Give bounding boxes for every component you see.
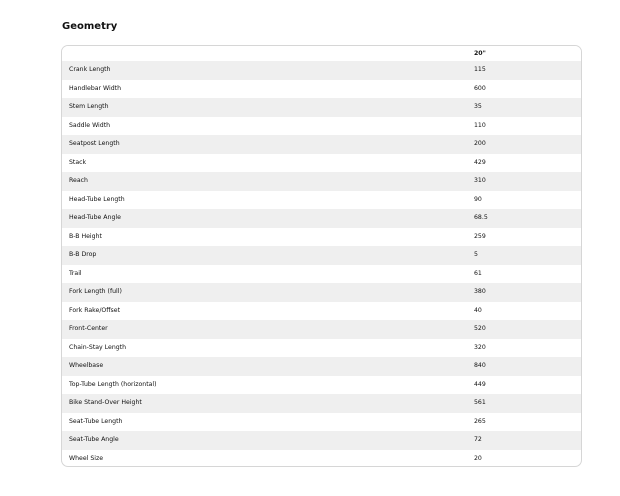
table-row [62,80,581,99]
table-row [62,154,581,173]
row-value: 840 [474,362,486,370]
table-row [62,265,581,284]
table-body [62,61,581,467]
row-value: 115 [474,66,486,74]
row-label: Head-Tube Angle [69,214,121,222]
table-row [62,61,581,80]
row-label: Head-Tube Length [69,195,125,203]
table-row [62,209,581,228]
table-row [62,376,581,395]
table-row [62,302,581,321]
row-value: 61 [474,269,482,277]
row-value: 520 [474,325,486,333]
table-row [62,283,581,302]
table-row [62,413,581,432]
table-row [62,320,581,339]
table-row [62,394,581,413]
row-label: Chain-Stay Length [69,343,127,351]
row-label: Seat-Tube Angle [69,436,119,444]
row-label: Fork Length (full) [69,288,122,296]
row-label: Top-Tube Length (horizontal) [69,380,157,388]
row-value: 449 [474,380,486,388]
row-label: Wheelbase [69,362,104,370]
table-row [62,117,581,136]
table-row [62,135,581,154]
row-value: 380 [474,288,486,296]
row-label: Handlebar Width [69,84,122,92]
row-label: Stem Length [69,103,109,111]
table-row [62,98,581,117]
row-label: B-B Height [69,232,102,240]
row-value: 5 [474,251,478,259]
row-value: 429 [474,158,486,166]
row-value: 259 [474,232,486,240]
row-value: 35 [474,103,482,111]
row-value: 40 [474,306,482,314]
row-label: Reach [69,177,88,185]
row-label: Front-Center [69,325,108,333]
row-label: B-B Drop [69,251,97,259]
table-row [62,228,581,247]
row-label: Bike Stand-Over Height [69,399,142,407]
row-value: 20 [474,454,482,462]
geometry-table [61,45,582,467]
row-value: 68.5 [474,214,488,222]
row-label: Seatpost Length [69,140,120,148]
row-label: Fork Rake/Offset [69,306,121,314]
row-value: 310 [474,177,486,185]
table-row [62,246,581,265]
row-label: Stack [69,158,87,166]
table-header-row [62,46,581,61]
row-label: Crank Length [69,66,111,74]
table-row [62,357,581,376]
row-value: 320 [474,343,486,351]
row-value: 90 [474,195,482,203]
table-row [62,431,581,450]
row-value: 561 [474,399,486,407]
table-row [62,450,581,468]
row-value: 110 [474,121,486,129]
row-label: Trail [69,269,82,277]
table-row [62,191,581,210]
row-label: Seat-Tube Length [69,417,123,425]
row-value: 200 [474,140,486,148]
row-label: Saddle Width [69,121,111,129]
table-row [62,339,581,358]
page-title: Geometry [62,21,118,32]
row-value: 72 [474,436,482,444]
size-column-header: 20" [474,49,486,57]
table-row [62,172,581,191]
row-label: Wheel Size [69,454,104,462]
row-value: 600 [474,84,486,92]
row-value: 265 [474,417,486,425]
